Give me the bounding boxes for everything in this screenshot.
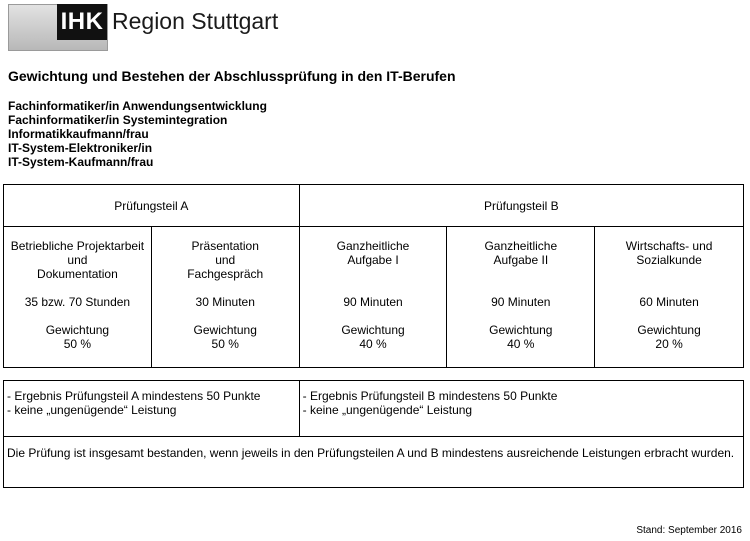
exam-weight-label: Gewichtung: [341, 323, 405, 337]
exam-name-line: Wirtschafts- und: [625, 239, 713, 253]
exam-name-line: Betriebliche Projektarbeit: [10, 239, 145, 253]
exam-name-line: Präsentation: [191, 239, 259, 253]
profession-item: Informatikkaufmann/frau: [8, 127, 149, 141]
exam-name-line: und: [215, 253, 236, 267]
exam-cell-task-1: [299, 227, 447, 368]
page-title: Gewichtung und Bestehen der Abschlussprüfung in den IT-Berufen: [8, 68, 456, 84]
condition-part-b: [299, 381, 743, 437]
exam-weight-value: 20 %: [655, 337, 683, 351]
profession-item: Fachinformatiker/in Systemintegration: [8, 113, 228, 127]
exam-weight-label: Gewichtung: [45, 323, 110, 337]
exam-duration: 90 Minuten: [491, 295, 551, 309]
exam-name-line: Ganzheitliche: [484, 239, 558, 253]
exam-weight-value: 50 %: [211, 337, 239, 351]
stand-date: Stand: September 2016: [636, 525, 742, 536]
part-a-header: Prüfungsteil A: [4, 185, 300, 227]
exam-weight-value: 40 %: [359, 337, 387, 351]
condition-line: - Ergebnis Prüfungsteil B mindestens 50 Punkte: [302, 389, 558, 403]
condition-line: - keine „ungenügende“ Leistung: [7, 403, 177, 417]
exam-weight-label: Gewichtung: [489, 323, 553, 337]
profession-list: [8, 99, 267, 169]
exam-name-line: Dokumentation: [37, 267, 118, 281]
exam-cell-task-2: [447, 227, 595, 368]
profession-item: IT-System-Kaufmann/frau: [8, 155, 154, 169]
exam-name-line: Ganzheitliche: [336, 239, 410, 253]
exam-weight-label: Gewichtung: [637, 323, 701, 337]
logo-ihk-mark: IHK: [57, 4, 107, 40]
condition-line: - Ergebnis Prüfungsteil A mindestens 50 Punkte: [7, 389, 261, 403]
exam-name-line: Aufgabe I: [347, 253, 399, 267]
exam-name-line: Sozialkunde: [636, 253, 702, 267]
profession-item: Fachinformatiker/in Anwendungsentwicklung: [8, 99, 267, 113]
exam-name-line: und: [67, 253, 88, 267]
exam-cell-project: [4, 227, 152, 368]
exam-duration: 35 bzw. 70 Stunden: [24, 295, 131, 309]
exam-cell-economics: [595, 227, 744, 368]
pass-conditions-table: [3, 380, 744, 488]
part-b-header: Prüfungsteil B: [299, 185, 743, 227]
condition-line: - keine „ungenügende“ Leistung: [302, 403, 473, 417]
result-row: [4, 437, 744, 488]
exam-weight-label: Gewichtung: [193, 323, 257, 337]
table-row: [4, 227, 744, 368]
exam-name-line: Aufgabe II: [493, 253, 549, 267]
exam-weighting-table: [3, 184, 744, 368]
table-header-row: [4, 185, 744, 227]
exam-weight-value: 40 %: [507, 337, 535, 351]
conditions-row: [4, 381, 744, 437]
exam-cell-presentation: [151, 227, 299, 368]
exam-duration: 90 Minuten: [343, 295, 403, 309]
overall-result-text: Die Prüfung ist insgesamt bestanden, wenn jeweils in den Prüfungsteilen A und B mindestens ausreichende Leistungen erbracht wurden.: [4, 437, 744, 488]
logo-region-text: Region Stuttgart: [112, 8, 279, 34]
profession-item: IT-System-Elektroniker/in: [8, 141, 153, 155]
exam-weight-value: 50 %: [63, 337, 92, 351]
condition-part-a: [4, 381, 300, 437]
exam-duration: 30 Minuten: [195, 295, 255, 309]
exam-duration: 60 Minuten: [639, 295, 699, 309]
exam-name-line: Fachgespräch: [187, 267, 264, 281]
